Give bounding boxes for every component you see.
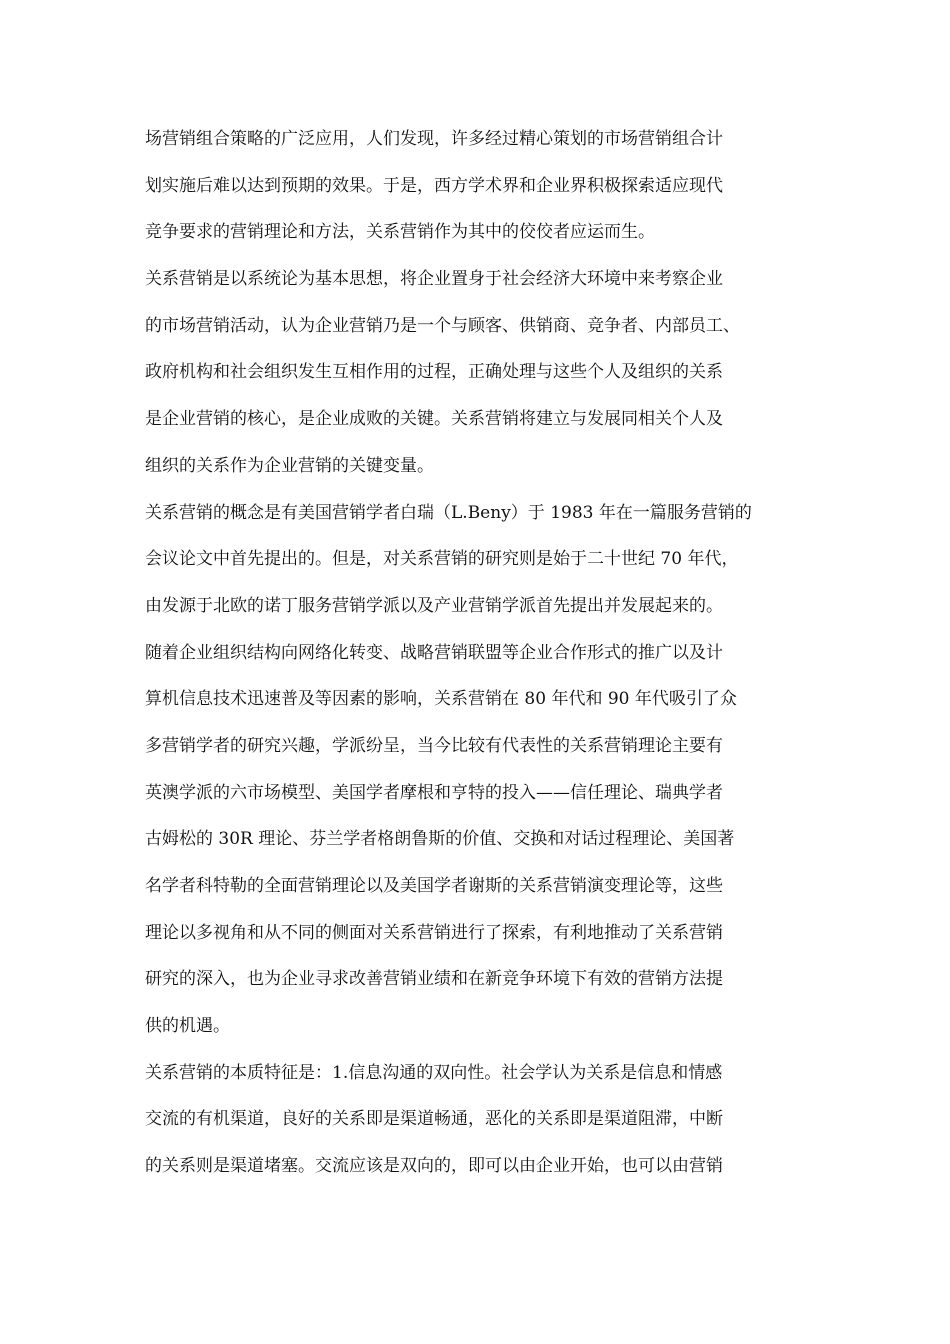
text-line: 研究的深入，也为企业寻求改善营销业绩和在新竞争环境下有效的营销方法提 — [145, 969, 723, 990]
text-line: 随着企业组织结构向网络化转变、战略营销联盟等企业合作形式的推广以及计 — [145, 642, 723, 663]
text-line: 竞争要求的营销理论和方法，关系营销作为其中的佼佼者应运而生。 — [145, 222, 655, 243]
text-line: 政府机构和社会组织发生互相作用的过程，正确处理与这些个人及组织的关系 — [145, 362, 723, 383]
text-line: 的关系则是渠道堵塞。交流应该是双向的，即可以由企业开始，也可以由营销 — [145, 1156, 723, 1177]
text-line: 组织的关系作为企业营销的关键变量。 — [145, 455, 434, 476]
text-line: 古姆松的 30R 理论、芬兰学者格朗鲁斯的价值、交换和对话过程理论、美国著 — [145, 829, 735, 850]
text-line: 关系营销的概念是有美国营销学者白瑞（L.Beny）于 1983 年在一篇服务营销的 — [145, 502, 752, 523]
text-line: 会议论文中首先提出的。但是，对关系营销的研究则是始于二十世纪 70 年代， — [145, 549, 739, 570]
text-line: 名学者科特勒的全面营销理论以及美国学者谢斯的关系营销演变理论等，这些 — [145, 876, 723, 896]
text-line: 是企业营销的核心，是企业成败的关键。关系营销将建立与发展同相关个人及 — [145, 409, 723, 430]
text-line: 关系营销是以系统论为基本思想，将企业置身于社会经济大环境中来考察企业 — [145, 269, 723, 290]
text-line: 理论以多视角和从不同的侧面对关系营销进行了探索，有利地推动了关系营销 — [145, 922, 723, 943]
text-line: 算机信息技术迅速普及等因素的影响，关系营销在 80 年代和 90 年代吸引了众 — [145, 689, 737, 710]
text-line: 英澳学派的六市场模型、美国学者摩根和亨特的投入——信任理论、瑞典学者 — [145, 782, 723, 803]
text-line: 供的机遇。 — [145, 1016, 230, 1037]
document-body — [145, 126, 805, 1200]
text-line: 多营销学者的研究兴趣，学派纷呈，当今比较有代表性的关系营销理论主要有 — [145, 735, 723, 756]
text-line: 的市场营销活动，认为企业营销乃是一个与顾客、供销商、竞争者、内部员工、 — [145, 315, 740, 336]
text-line: 场营销组合策略的广泛应用，人们发现，许多经过精心策划的市场营销组合计 — [145, 129, 723, 149]
text-line: 划实施后难以达到预期的效果。于是，西方学术界和企业界积极探索适应现代 — [145, 175, 723, 196]
text-line: 关系营销的本质特征是：1.信息沟通的双向性。社会学认为关系是信息和情感 — [145, 1062, 723, 1083]
text-line: 由发源于北欧的诺丁服务营销学派以及产业营销学派首先提出并发展起来的。 — [145, 595, 723, 616]
text-line: 交流的有机渠道，良好的关系即是渠道畅通，恶化的关系即是渠道阻滞，中断 — [145, 1109, 723, 1130]
